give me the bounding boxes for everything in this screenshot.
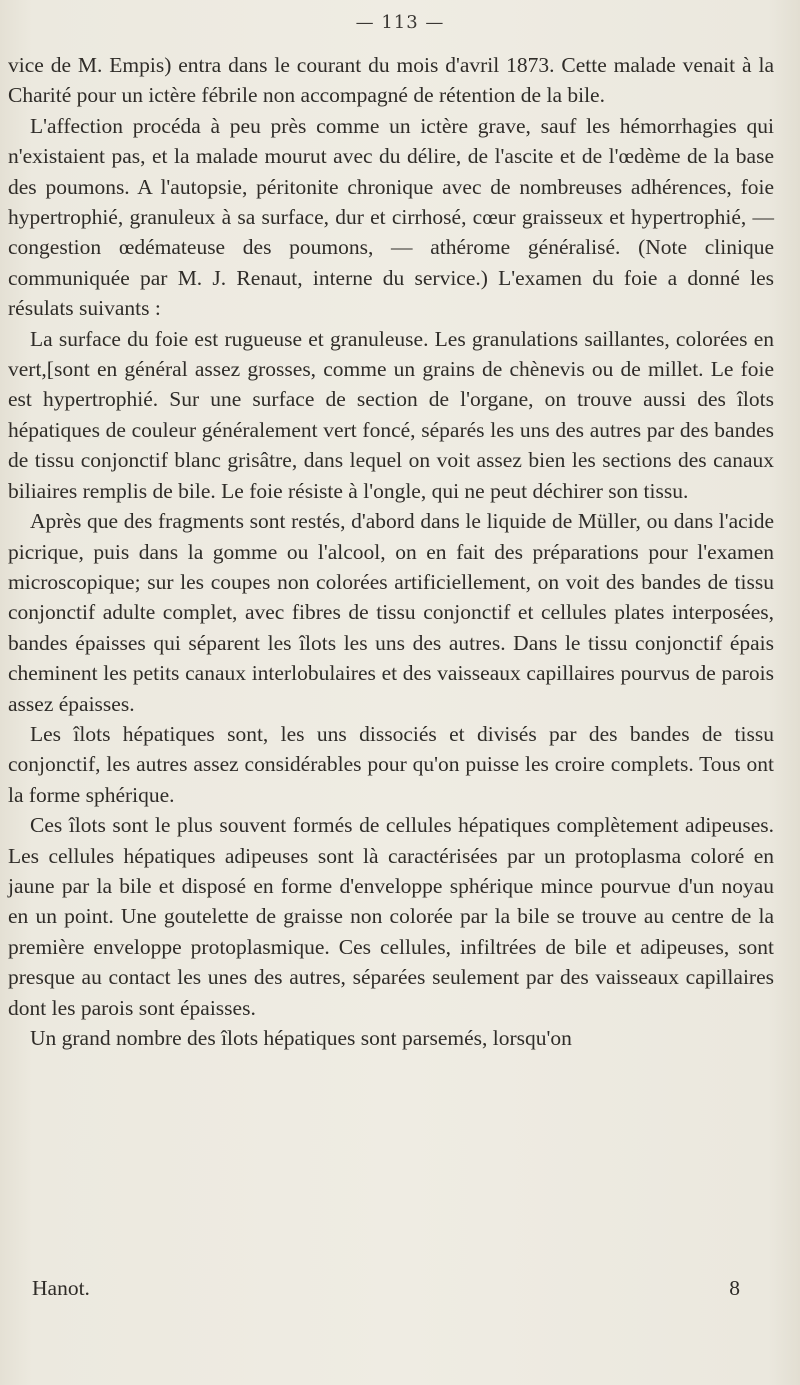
page-footer <box>32 1276 740 1301</box>
paragraph: Les îlots hépatiques sont, les uns dissociés et divisés par des bandes de tissu conjonctif, les autres assez considérables pour qu'on puisse les croire complets. Tous ont la forme sphérique. <box>8 721 774 807</box>
signature-line: Hanot. <box>32 1276 90 1300</box>
page-number: — 113 — <box>355 12 445 33</box>
paragraph: Un grand nombre des îlots hépatiques sont parsemés, lorsqu'on <box>30 1026 572 1050</box>
paragraph: L'affection procéda à peu près comme un ictère grave, sauf les hémorrhagies qui n'existaient pas, et la malade mourut avec du délire, de l'ascite et de l'œdème de la base des poumons. A l'autopsie, péritonite chronique avec de nombreuses adhérences, foie hypertrophié, granuleux à sa surface, dur et cirrhosé, cœur graisseux et hypertrophié, — congestion œdémateuse des poumons, — athérome généralisé. (Note clinique communiquée par M. J. Renaut, interne du service.) L'examen du foie a donné les résulats suivants : <box>8 113 774 321</box>
paragraph: vice de M. Empis) entra dans le courant du mois d'avril 1873. Cette malade venait à la Charité pour un ictère fébrile non accompagné de rétention de la bile. <box>8 53 774 108</box>
body-text <box>8 50 774 1053</box>
paragraph: Ces îlots sont le plus souvent formés de cellules hépatiques complètement adipeuses. Les cellules hépatiques adipeuses sont là caractérisées par un protoplasma coloré en jaune par la bile et disposé en forme d'enveloppe sphérique mince pourvue d'un noyau en un point. Une goutelette de graisse non colorée par la bile se trouve au centre de la première enveloppe protoplasmique. Ces cellules, infiltrées de bile et adipeuses, sont presque au contact les unes des autres, séparées seulement par des vaisseaux capillaires dont les parois sont épaisses. <box>8 813 774 1020</box>
paragraph: Après que des fragments sont restés, d'abord dans le liquide de Müller, ou dans l'acide picrique, puis dans la gomme ou l'alcool, on en fait des préparations pour l'examen microscopique; sur les coupes non colorées artificiellement, on voit des bandes de tissu conjonctif adulte complet, avec fibres de tissu conjonctif et cellules plates interposées, bandes épaisses qui séparent les îlots les uns des autres. Dans le tissu conjonctif épais cheminent les petits canaux interlobulaires et des vaisseaux capillaires pourvus de parois assez épaisses. <box>8 509 774 716</box>
paragraph: La surface du foie est rugueuse et granuleuse. Les granulations saillantes, colorées en vert,[sont en général assez grosses, comme un grains de chènevis ou de millet. Le foie est hypertrophié. Sur une surface de section de l'organe, on trouve aussi des îlots hépatiques de couleur généralement vert foncé, séparés les uns des autres par des bandes de tissu conjonctif blanc grisâtre, dans lequel on voit assez bien les sections des canaux biliaires remplis de bile. Le foie résiste à l'ongle, qui ne peut déchirer son tissu. <box>8 326 774 503</box>
signature-mark: 8 <box>729 1276 740 1300</box>
